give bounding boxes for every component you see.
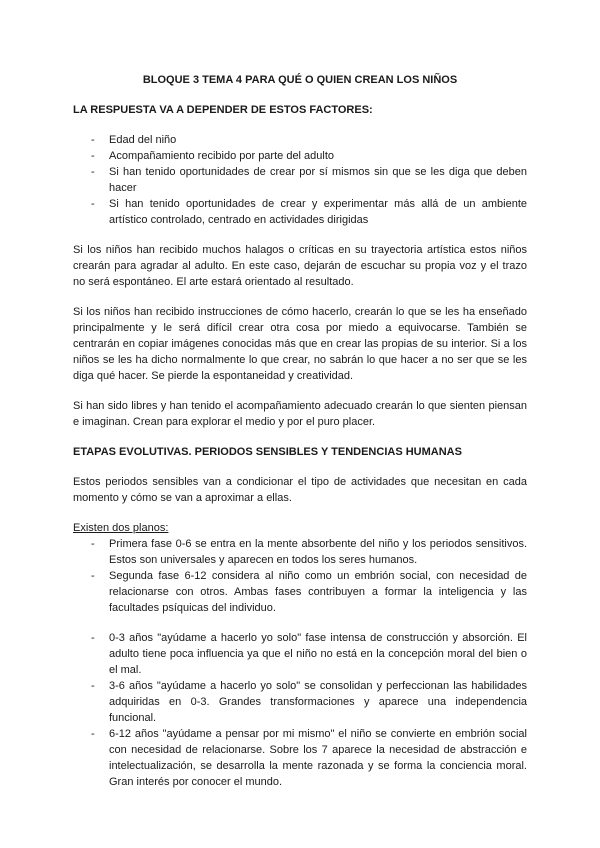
- document-title: BLOQUE 3 TEMA 4 PARA QUÉ O QUIEN CREAN LOS NIÑOS: [142, 74, 458, 86]
- dash-bullet: -: [91, 728, 95, 740]
- dash-bullet: -: [91, 166, 95, 178]
- dash-bullet: -: [91, 150, 95, 162]
- list-item: - Si han tenido oportunidades de crear por sí mismos sin que se les diga que deben hacer: [91, 166, 527, 194]
- list-item: - 3-6 años "ayúdame a hacerlo yo solo" se consolidan y perfeccionan las habilidades adquiridas en 0-3. Grandes transformaciones y aparece una independencia funcional.: [91, 680, 527, 724]
- blank-line: [73, 616, 527, 630]
- list-item: - Edad del niño: [91, 134, 177, 146]
- dash-bullet: -: [91, 570, 95, 582]
- list-item: - Segunda fase 6-12 considera al niño como un embrión social, con necesidad de relacionarse con otros. Ambas fases contribuyen a formar la inteligencia y las facultades psíquicas del individuo.: [91, 570, 527, 614]
- dash-bullet: -: [91, 680, 95, 692]
- paragraph-intro: Estos periodos sensibles van a condicionar el tipo de actividades que necesitan en cada momento y cómo se van a aproximar a ellas.: [73, 476, 527, 504]
- list-item: - 6-12 años "ayúdame a pensar por mi mismo" el niño se convierte en embrión social con necesidad de relacionarse. Sobre los 7 aparece la necesidad de abstracción e intelectualización, se desarrolla la mente razonada y se forma la conciencia moral. Gran interés por conocer el mundo.: [91, 728, 527, 788]
- dash-bullet: -: [91, 134, 95, 146]
- list-item: - Si han tenido oportunidades de crear y experimentar más allá de un ambiente artístico controlado, centrado en actividades dirigidas: [91, 198, 527, 226]
- factors-list: [73, 132, 527, 228]
- section-heading-factors: LA RESPUESTA VA A DEPENDER DE ESTOS FACTORES:: [73, 104, 373, 116]
- paragraph-praise: Si los niños han recibido muchos halagos o críticas en su trayectoria artística estos niños crearán para agradar al adulto. En este caso, dejarán de escuchar su propia voz y el trazo no será espontáneo. El arte estará orientado al resultado.: [73, 244, 527, 288]
- dash-bullet: -: [91, 198, 95, 210]
- paragraph-free: Si han sido libres y han tenido el acompañamiento adecuado crearán lo que sienten piensan e imaginan. Crean para explorar el medio y por el puro placer.: [73, 400, 527, 428]
- dash-bullet: -: [91, 632, 95, 644]
- paragraph-instructions: Si los niños han recibido instrucciones de cómo hacerlo, crearán lo que se les ha enseñado principalmente y le será difícil crear otra cosa por miedo a equivocarse. También se centrarán en copiar imágenes conocidas más que en crear las propias de su interior. Si a los niños se les ha dicho normalmente lo que crear, no sabrán lo que hacer a no ser que se les diga qué hacer. Se pierde la espontaneidad y creatividad.: [73, 306, 527, 382]
- list-item: - Primera fase 0-6 se entra en la mente absorbente del niño y los periodos sensitivos. Estos son universales y aparecen en todos los seres humanos.: [91, 538, 527, 566]
- planes-label: Existen dos planos:: [73, 522, 169, 534]
- list-item: - Acompañamiento recibido por parte del adulto: [91, 150, 335, 162]
- section-heading-stages: ETAPAS EVOLUTIVAS. PERIODOS SENSIBLES Y TENDENCIAS HUMANAS: [73, 446, 462, 458]
- planes-list: [73, 536, 527, 616]
- list-item: - 0-3 años "ayúdame a hacerlo yo solo" fase intensa de construcción y absorción. El adulto tiene poca influencia ya que el niño no está en la concepción moral del bien o el mal.: [91, 632, 527, 676]
- dash-bullet: -: [91, 538, 95, 550]
- stages-list: [73, 630, 527, 790]
